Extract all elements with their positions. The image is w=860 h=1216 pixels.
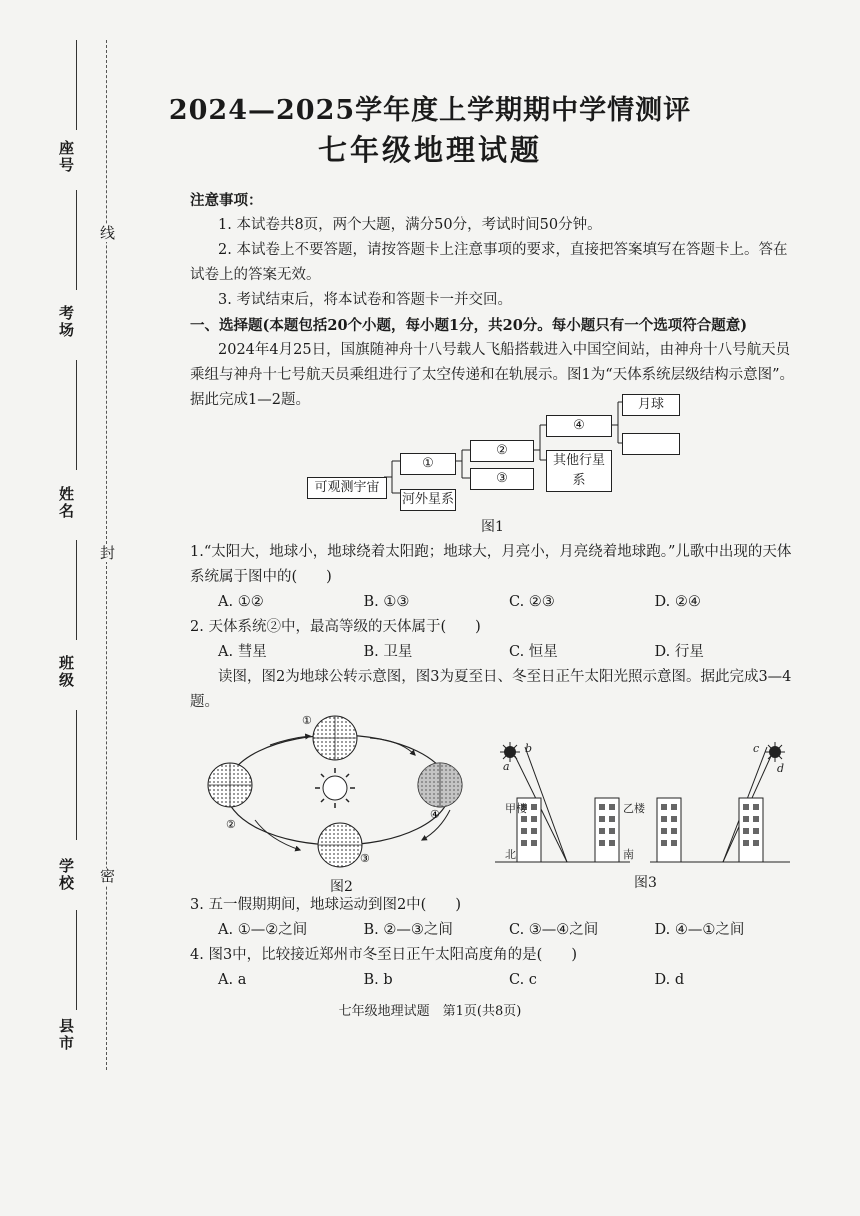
q4-option-a: A. a (218, 972, 247, 988)
sun-icon (315, 768, 355, 808)
q2-option-a: A. 彗星 (218, 644, 267, 660)
questions-1-2 (190, 540, 800, 715)
page-footer: 七年级地理试题 第1页(共8页) (338, 1004, 522, 1019)
notice-heading: 注意事项： (190, 192, 263, 209)
class-label: 班级 (57, 655, 75, 689)
seal-secret-char: 密 (98, 868, 116, 885)
box-2: ② (470, 440, 534, 462)
intro-q1-2: 2024年4月25日，国旗随神舟十八号载人飞船搭载进入中国空间站，由神舟十八号航天员乘组与神舟十七号航天员乘组进行了太空传递和在轨展示。图1为“天体系统层级结构示意图”。据此完成1—2题。 (190, 342, 795, 408)
box-4: ④ (546, 415, 612, 437)
seat-number-label: 座号 (57, 140, 75, 174)
box-extragalactic: 河外星系 (400, 489, 456, 511)
box-1: ① (400, 453, 456, 475)
box-other-planetary: 其他行星系 (546, 450, 612, 492)
fig3-label-yi: 乙楼 (623, 802, 645, 815)
seal-line-char: 线 (98, 225, 116, 242)
q1-stem: 1.“太阳大，地球小，地球绕着太阳跑；地球大，月亮小，月亮绕着地球跑。”儿歌中出现的天体系统属于图中的( ) (190, 544, 792, 585)
earth-2-icon (208, 763, 252, 807)
fig2-caption: 图2 (330, 879, 353, 895)
class-line (76, 540, 77, 640)
q4-option-d: D. d (654, 972, 685, 988)
exam-subtitle: 七年级地理试题 (317, 133, 542, 167)
questions-3-4 (190, 893, 800, 993)
county-line (76, 910, 77, 1010)
fig2-label-2: ② (226, 818, 236, 831)
school-label: 学校 (57, 858, 75, 892)
fig3-label-south: 南 (623, 848, 634, 861)
q4-stem: 4. 图3中，比较接近郑州市冬至日正午太阳高度角的是( ) (190, 947, 577, 963)
q4-options (190, 968, 800, 993)
q1-options (190, 590, 800, 615)
box-blank (622, 433, 680, 455)
fig2-orbit-diagram (200, 700, 490, 875)
fig3-label-a: a (503, 760, 510, 773)
q1-option-a: A. ①② (218, 594, 264, 610)
earth-3-icon (318, 823, 362, 867)
notice-section (190, 188, 800, 413)
q3-option-d: D. ④—①之间 (654, 922, 745, 938)
exam-title: 2024—2025学年度上学期期中学情测评 (168, 95, 692, 126)
name-line (76, 360, 77, 470)
q4-option-c: C. c (509, 972, 537, 988)
notice-item: 3. 考试结束后，将本试卷和答题卡一并交回。 (218, 292, 512, 308)
fig3-label-b: b (525, 742, 533, 755)
q1-option-d: D. ②④ (654, 594, 701, 610)
notice-item: 2. 本试卷上不要答题，请按答题卡上注意事项的要求，直接把答案填写在答题卡上。答在试卷上的答案无效。 (190, 242, 788, 283)
box-3: ③ (470, 468, 534, 490)
q2-option-b: B. 卫星 (363, 644, 413, 660)
exam-room-line-top (76, 190, 77, 290)
earth-1-icon (313, 716, 357, 760)
q3-option-b: B. ②—③之间 (363, 922, 453, 938)
county-label: 县市 (57, 1018, 75, 1052)
fig3-sun-angle-diagram (495, 742, 795, 868)
fig2-label-4: ④ (430, 808, 440, 821)
q4-option-b: B. b (363, 972, 393, 988)
fig2-label-3: ③ (360, 852, 370, 865)
q2-stem: 2. 天体系统②中，最高等级的天体属于( ) (190, 619, 481, 635)
fig3-label-north: 北 (505, 848, 516, 861)
fig2-label-1: ① (302, 714, 312, 727)
q2-option-d: D. 行星 (654, 644, 704, 660)
q1-option-b: B. ①③ (363, 594, 410, 610)
q3-stem: 3. 五一假期期间，地球运动到图2中( ) (190, 897, 461, 913)
fig3-label-jia: 甲楼 (505, 802, 527, 815)
fig3-label-c: c (753, 742, 760, 755)
right-sun-icon (765, 742, 785, 762)
q3-option-c: C. ③—④之间 (509, 922, 599, 938)
school-line (76, 710, 77, 840)
earth-4-icon (418, 763, 462, 807)
exam-room-label: 考场 (57, 305, 75, 339)
seal-seal-char: 封 (98, 545, 116, 562)
section-heading: 一、选择题(本题包括20个小题，每小题1分，共20分。每小题只有一个选项符合题意) (190, 317, 748, 334)
q2-options (190, 640, 800, 665)
fig1-caption: 图1 (481, 519, 504, 535)
notice-item: 1. 本试卷共8页，两个大题，满分50分，考试时间50分钟。 (218, 217, 602, 233)
intro-q3-4: 读图，图2为地球公转示意图，图3为夏至日、冬至日正午太阳光照示意图。据此完成3—4题。 (190, 669, 792, 710)
box-moon: 月球 (622, 394, 680, 416)
box-observable-universe: 可观测宇宙 (307, 477, 387, 499)
name-label: 姓名 (57, 486, 75, 520)
q3-option-a: A. ①—②之间 (218, 922, 308, 938)
fig3-label-d: d (777, 762, 785, 775)
fig3-caption: 图3 (634, 875, 657, 891)
q1-option-c: C. ②③ (509, 594, 555, 610)
q2-option-c: C. 恒星 (509, 644, 558, 660)
q3-options (190, 918, 800, 943)
